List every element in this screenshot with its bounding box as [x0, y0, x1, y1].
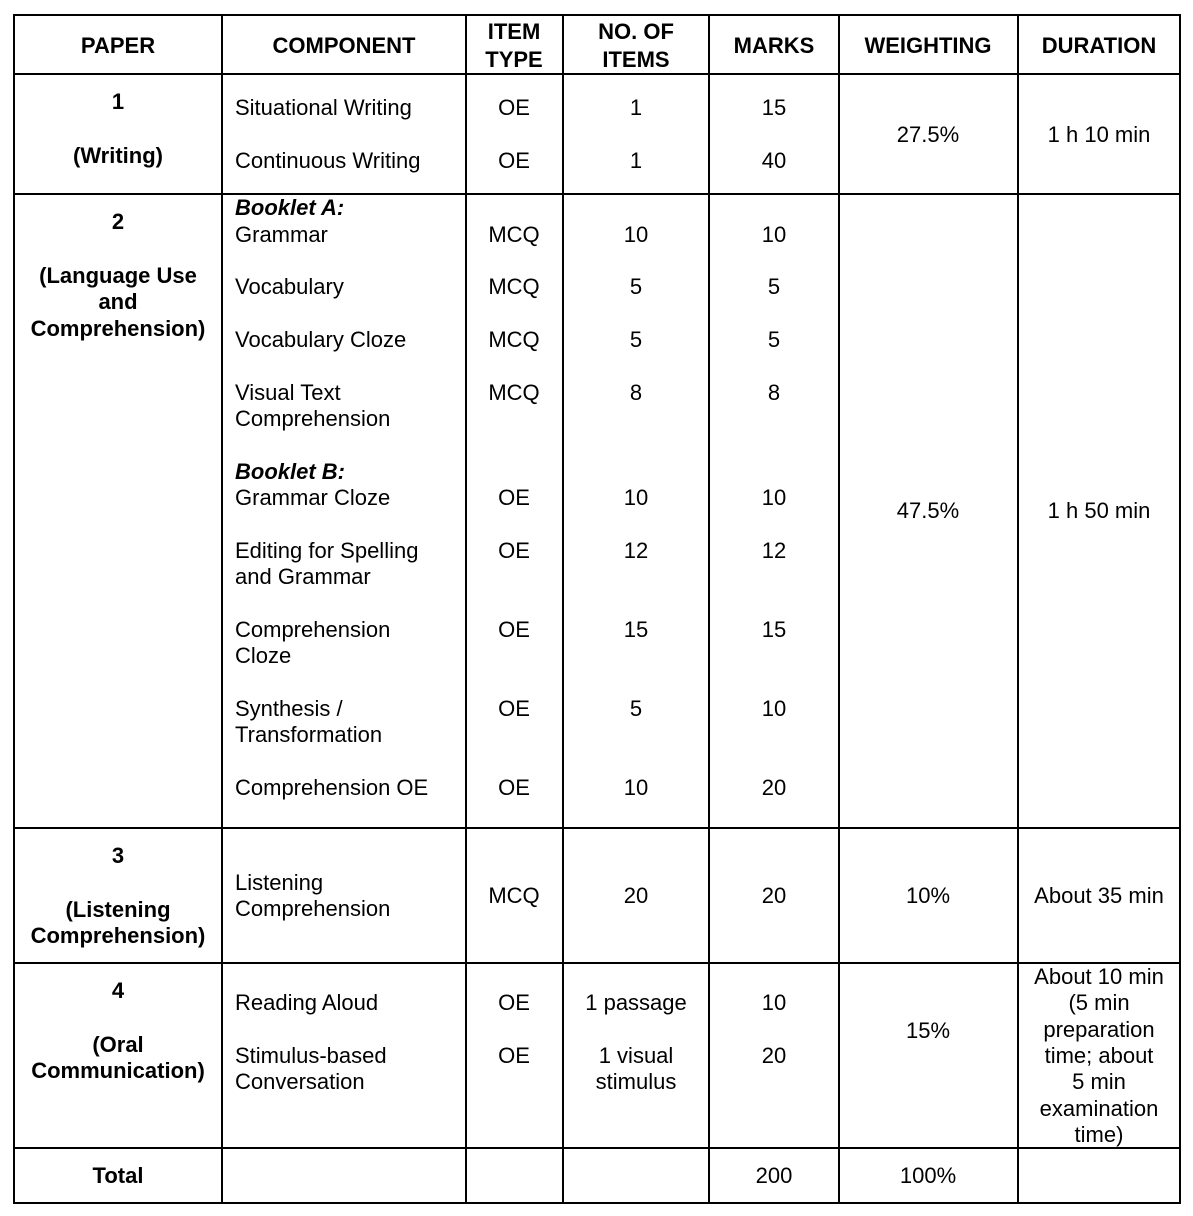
- no-of-items: 8: [629, 380, 643, 405]
- paper-name: Communication): [31, 1058, 205, 1083]
- duration: 1 h 10 min: [1047, 122, 1151, 147]
- header-marks: MARKS: [733, 33, 815, 58]
- header-duration: DURATION: [1041, 33, 1157, 58]
- header-component: COMPONENT: [272, 33, 416, 58]
- no-of-items: 5: [629, 327, 643, 352]
- duration: 1 h 50 min: [1047, 498, 1151, 523]
- paper-number: 2: [111, 209, 125, 234]
- duration: (5 min: [1068, 990, 1130, 1015]
- component-label: Continuous Writing: [235, 148, 421, 173]
- rule: [13, 14, 15, 1204]
- item-type: OE: [498, 990, 530, 1015]
- rule: [221, 14, 223, 1204]
- component-label: Editing for Spelling: [235, 538, 419, 563]
- header-item-type: ITEM: [487, 19, 541, 44]
- rule: [13, 193, 1181, 195]
- marks: 12: [761, 538, 787, 563]
- no-of-items: 1 passage: [585, 990, 687, 1015]
- paper-number: 4: [111, 978, 125, 1003]
- paper-number: 3: [111, 843, 125, 868]
- booklet-heading: Booklet B:: [235, 459, 345, 484]
- item-type: OE: [498, 148, 530, 173]
- no-of-items: 1: [629, 95, 643, 120]
- weighting: 10%: [905, 883, 951, 908]
- header-paper: PAPER: [80, 33, 156, 58]
- no-of-items: 15: [623, 617, 649, 642]
- marks: 20: [761, 1043, 787, 1068]
- item-type: OE: [498, 485, 530, 510]
- rule: [13, 1202, 1181, 1204]
- item-type: OE: [498, 617, 530, 642]
- item-type: MCQ: [488, 883, 540, 908]
- rule: [1179, 14, 1181, 1204]
- rule: [13, 73, 1181, 75]
- paper-name: and: [98, 289, 138, 314]
- item-type: OE: [498, 696, 530, 721]
- no-of-items: 10: [623, 222, 649, 247]
- weighting: 15%: [905, 1018, 951, 1043]
- item-type: MCQ: [488, 380, 540, 405]
- item-type: OE: [498, 1043, 530, 1068]
- marks: 20: [761, 883, 787, 908]
- rule: [562, 14, 564, 1204]
- no-of-items: 5: [629, 274, 643, 299]
- paper-name: Comprehension): [30, 316, 206, 341]
- rule: [708, 14, 710, 1204]
- duration: 5 min: [1072, 1069, 1126, 1094]
- paper-number: 1: [111, 89, 125, 114]
- component-label: Situational Writing: [235, 95, 412, 120]
- item-type: OE: [498, 775, 530, 800]
- marks: 15: [761, 95, 787, 120]
- marks: 15: [761, 617, 787, 642]
- rule: [13, 14, 1181, 16]
- component-label: Comprehension: [235, 406, 391, 431]
- component-label: Listening: [235, 870, 324, 895]
- duration: About 35 min: [1034, 883, 1164, 908]
- paper-name: (Oral: [92, 1032, 144, 1057]
- paper-name: (Language Use: [39, 263, 197, 288]
- component-label: Visual Text: [235, 380, 341, 405]
- component-label: Grammar Cloze: [235, 485, 391, 510]
- item-type: MCQ: [488, 274, 540, 299]
- component-label: Reading Aloud: [235, 990, 379, 1015]
- total-marks: 200: [755, 1163, 793, 1188]
- component-label: Comprehension: [235, 896, 391, 921]
- paper-name: Comprehension): [30, 923, 206, 948]
- total-label: Total: [92, 1163, 144, 1188]
- paper-name: (Listening: [65, 897, 171, 922]
- weighting: 27.5%: [896, 122, 960, 147]
- rule: [13, 827, 1181, 829]
- no-of-items: stimulus: [595, 1069, 677, 1094]
- marks: 10: [761, 990, 787, 1015]
- component-label: Grammar: [235, 222, 328, 247]
- component-label: Stimulus-based: [235, 1043, 387, 1068]
- total-weighting: 100%: [899, 1163, 957, 1188]
- duration: examination: [1039, 1096, 1159, 1121]
- duration: preparation: [1043, 1017, 1155, 1042]
- booklet-heading: Booklet A:: [235, 195, 345, 220]
- no-of-items: 12: [623, 538, 649, 563]
- marks: 10: [761, 222, 787, 247]
- no-of-items: 10: [623, 775, 649, 800]
- rule: [1017, 14, 1019, 1204]
- rule: [13, 962, 1181, 964]
- marks: 20: [761, 775, 787, 800]
- paper-name: (Writing): [72, 143, 164, 168]
- marks: 5: [767, 274, 781, 299]
- marks: 8: [767, 380, 781, 405]
- item-type: MCQ: [488, 222, 540, 247]
- item-type: OE: [498, 538, 530, 563]
- component-label: Synthesis /: [235, 696, 343, 721]
- rule: [838, 14, 840, 1204]
- item-type: MCQ: [488, 327, 540, 352]
- header-no-of-items: NO. OF: [598, 19, 674, 44]
- no-of-items: 10: [623, 485, 649, 510]
- no-of-items: 20: [623, 883, 649, 908]
- header-item-type: TYPE: [485, 47, 543, 72]
- component-label: Comprehension: [235, 617, 391, 642]
- no-of-items: 1: [629, 148, 643, 173]
- weighting: 47.5%: [896, 498, 960, 523]
- rule: [465, 14, 467, 1204]
- marks: 10: [761, 696, 787, 721]
- duration: time): [1074, 1122, 1124, 1147]
- no-of-items: 1 visual: [598, 1043, 674, 1068]
- item-type: OE: [498, 95, 530, 120]
- marks: 5: [767, 327, 781, 352]
- component-label: and Grammar: [235, 564, 371, 589]
- component-label: Transformation: [235, 722, 383, 747]
- marks: 10: [761, 485, 787, 510]
- header-no-of-items: ITEMS: [602, 47, 670, 72]
- no-of-items: 5: [629, 696, 643, 721]
- duration: About 10 min: [1034, 964, 1164, 989]
- component-label: Comprehension OE: [235, 775, 429, 800]
- component-label: Vocabulary Cloze: [235, 327, 407, 352]
- marks: 40: [761, 148, 787, 173]
- component-label: Vocabulary: [235, 274, 344, 299]
- duration: time; about: [1044, 1043, 1154, 1068]
- rule: [13, 1147, 1181, 1149]
- component-label: Cloze: [235, 643, 292, 668]
- component-label: Conversation: [235, 1069, 365, 1094]
- header-weighting: WEIGHTING: [864, 33, 992, 58]
